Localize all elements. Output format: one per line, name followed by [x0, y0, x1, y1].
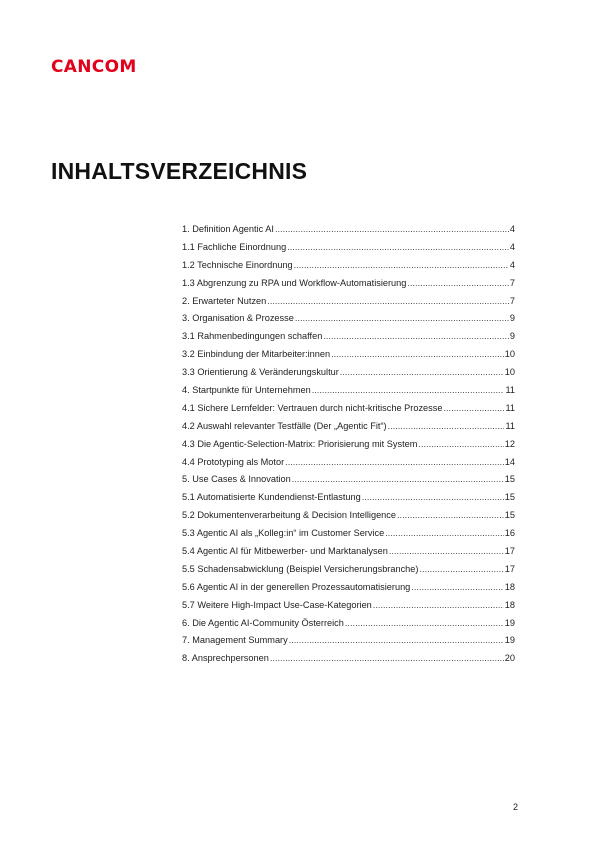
toc-entry[interactable]: [182, 400, 515, 418]
toc-entry-page: 12: [504, 438, 515, 449]
toc-entry-label: 5.7 Weitere High-Impact Use-Case-Kategorien: [182, 599, 372, 610]
toc-entry-page: 14: [504, 456, 515, 467]
toc-entry[interactable]: [182, 597, 515, 615]
toc-entry-label: 5.3 Agentic AI als „Kolleg:in“ im Customer Service: [182, 528, 385, 539]
toc-dot-leader: [443, 400, 504, 418]
toc-entry-label: 4.1 Sichere Lernfelder: Vertrauen durch nicht-kritische Prozesse: [182, 402, 443, 413]
toc-entry-page: 16: [504, 528, 515, 539]
toc-entry-page: 19: [504, 617, 515, 628]
toc-entry[interactable]: [182, 650, 515, 668]
toc-entry-page: 15: [504, 492, 515, 503]
toc-dot-leader: [289, 632, 504, 650]
toc-entry[interactable]: [182, 615, 515, 633]
toc-entry-label: 1.2 Technische Einordnung: [182, 259, 293, 270]
toc-entry-page: 7: [509, 295, 515, 306]
toc-entry[interactable]: [182, 239, 515, 257]
toc-dot-leader: [419, 561, 503, 579]
toc-entry-label: 5.5 Schadensabwicklung (Beispiel Versicherungsbranche): [182, 563, 419, 574]
toc-dot-leader: [267, 293, 509, 311]
toc-dot-leader: [294, 257, 509, 275]
toc-entry-page: 11: [505, 385, 515, 396]
toc-dot-leader: [388, 418, 505, 436]
toc-entry-label: 3.1 Rahmenbedingungen schaffen: [182, 331, 323, 342]
toc-entry-page: 10: [504, 349, 515, 360]
toc-entry-label: 4.3 Die Agentic-Selection-Matrix: Priorisierung mit System: [182, 438, 418, 449]
toc-entry[interactable]: [182, 328, 515, 346]
toc-entry[interactable]: [182, 382, 515, 400]
toc-entry[interactable]: [182, 221, 515, 239]
toc-entry-page: 19: [504, 635, 515, 646]
toc-entry[interactable]: [182, 543, 515, 561]
toc-entry[interactable]: [182, 364, 515, 382]
toc-dot-leader: [292, 471, 504, 489]
toc-dot-leader: [275, 221, 509, 239]
toc-dot-leader: [287, 239, 509, 257]
toc-entry-label: 1. Definition Agentic AI: [182, 224, 274, 234]
toc-entry-label: 6. Die Agentic AI-Community Österreich: [182, 617, 344, 628]
toc-entry-label: 4.4 Prototyping als Motor: [182, 456, 285, 467]
toc-entry-label: 1.3 Abgrenzung zu RPA und Workflow-Automatisierung: [182, 277, 407, 288]
toc-entry-label: 7. Management Summary: [182, 635, 288, 646]
toc-entry-page: 15: [504, 474, 515, 485]
toc-entry-page: 18: [504, 581, 515, 592]
toc-entry-page: 7: [509, 277, 515, 288]
toc-entry[interactable]: [182, 436, 515, 454]
toc-entry-label: 5.6 Agentic AI in der generellen Prozessautomatisierung: [182, 581, 411, 592]
toc-entry-label: 3.2 Einbindung der Mitarbeiter:innen: [182, 349, 331, 360]
toc-dot-leader: [331, 346, 504, 364]
toc-entry[interactable]: [182, 293, 515, 311]
toc-entry[interactable]: [182, 489, 515, 507]
toc-entry-label: 8. Ansprechpersonen: [182, 653, 269, 664]
toc-entry-label: 2. Erwarteter Nutzen: [182, 295, 267, 306]
toc-entry-page: 4: [509, 259, 515, 270]
toc-dot-leader: [411, 579, 503, 597]
toc-entry-label: 5. Use Cases & Innovation: [182, 474, 291, 485]
toc-entry-label: 4.2 Auswahl relevanter Testfälle (Der „Agentic Fit“): [182, 420, 387, 431]
toc-entry[interactable]: [182, 579, 515, 597]
logo-letter: A: [63, 57, 78, 77]
toc-entry[interactable]: [182, 471, 515, 489]
toc-dot-leader: [418, 436, 503, 454]
toc-entry-label: 4. Startpunkte für Unternehmen: [182, 385, 311, 396]
toc-dot-leader: [345, 615, 504, 633]
logo-letter: N: [77, 57, 92, 77]
toc-entry[interactable]: [182, 418, 515, 436]
toc-entry[interactable]: [182, 561, 515, 579]
toc-entry[interactable]: [182, 310, 515, 328]
toc-dot-leader: [385, 525, 504, 543]
page-title: INHALTSVERZEICHNIS: [51, 158, 308, 184]
toc-dot-leader: [373, 597, 504, 615]
toc-entry-page: 9: [509, 331, 515, 342]
toc-entry[interactable]: [182, 507, 515, 525]
toc-dot-leader: [340, 364, 504, 382]
toc-dot-leader: [285, 454, 504, 472]
page-number: 2: [512, 802, 518, 812]
toc-entry-page: 18: [504, 599, 515, 610]
toc-entry-page: 17: [504, 563, 515, 574]
toc-entry-page: 4: [509, 241, 515, 252]
logo-letter: M: [119, 57, 137, 77]
toc-entry[interactable]: [182, 346, 515, 364]
toc-dot-leader: [270, 650, 504, 668]
toc-entry[interactable]: [182, 257, 515, 275]
toc-dot-leader: [362, 489, 504, 507]
toc-entry-page: 4: [509, 224, 515, 234]
table-of-contents: [182, 221, 515, 668]
toc-entry[interactable]: [182, 454, 515, 472]
toc-entry[interactable]: [182, 275, 515, 293]
toc-entry-label: 3. Organisation & Prozesse: [182, 313, 294, 324]
toc-entry-page: 11: [505, 402, 515, 413]
toc-dot-leader: [389, 543, 504, 561]
logo-letter: C: [51, 57, 64, 77]
toc-dot-leader: [407, 275, 509, 293]
toc-entry-label: 5.4 Agentic AI für Mitbewerber- und Marktanalysen: [182, 546, 388, 557]
cancom-logo: [51, 57, 137, 77]
toc-entry-label: 5.2 Dokumentenverarbeitung & Decision Intelligence: [182, 510, 396, 521]
toc-entry-page: 15: [504, 510, 515, 521]
toc-entry[interactable]: [182, 632, 515, 650]
logo-letter: O: [104, 57, 120, 77]
toc-entry[interactable]: [182, 525, 515, 543]
toc-dot-leader: [397, 507, 504, 525]
logo-letter: C: [91, 57, 105, 77]
toc-entry-page: 9: [509, 313, 515, 324]
toc-entry-label: 5.1 Automatisierte Kundendienst-Entlastung: [182, 492, 361, 503]
toc-entry-page: 10: [504, 367, 515, 378]
toc-dot-leader: [295, 310, 509, 328]
toc-entry-label: 3.3 Orientierung & Veränderungskultur: [182, 367, 339, 378]
toc-entry-page: 17: [504, 546, 515, 557]
toc-dot-leader: [312, 382, 505, 400]
toc-entry-label: 1.1 Fachliche Einordnung: [182, 241, 287, 252]
toc-entry-page: 11: [505, 420, 515, 431]
toc-dot-leader: [323, 328, 509, 346]
toc-entry-page: 20: [504, 653, 515, 664]
